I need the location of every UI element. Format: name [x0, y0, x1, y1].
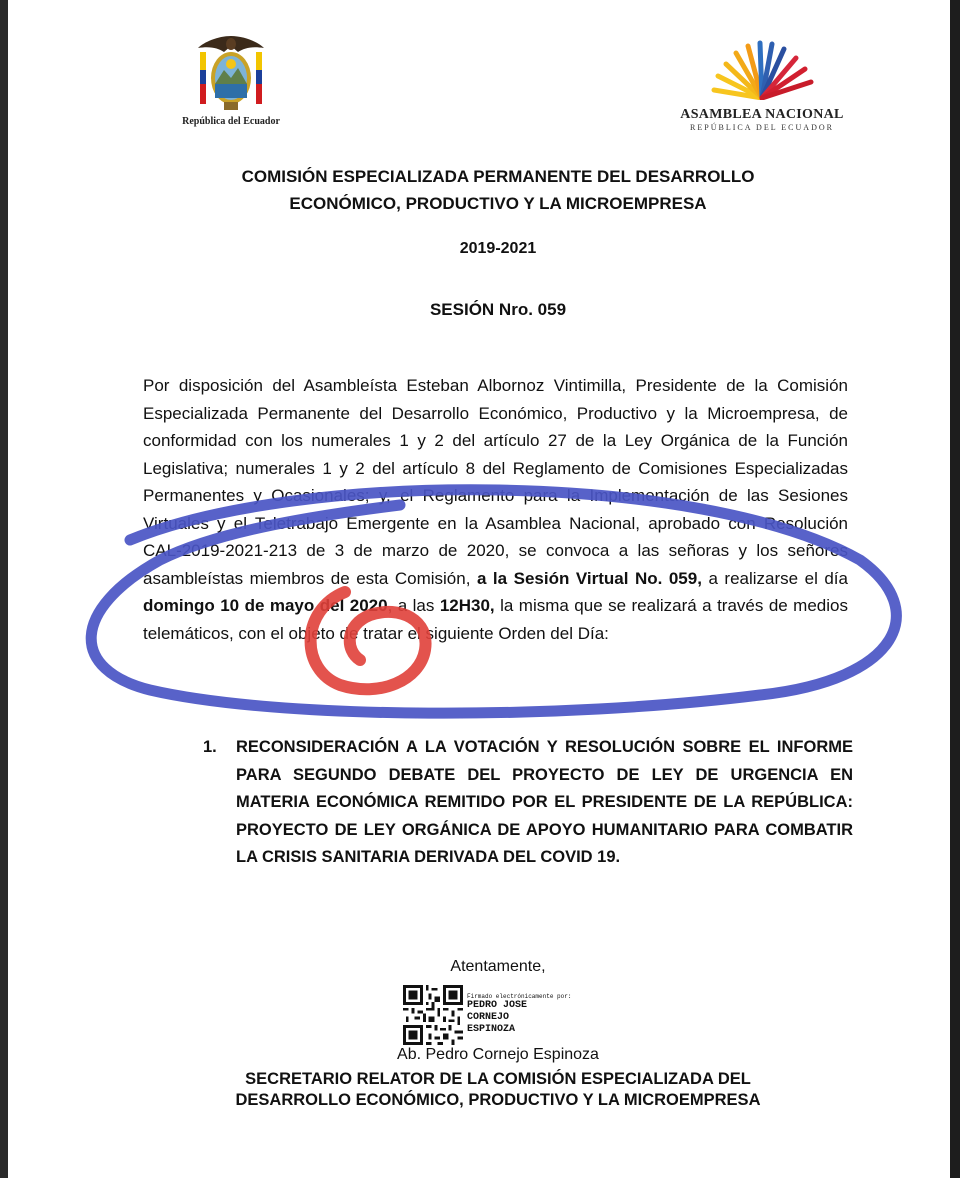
paragraph-part-2: a realizarse el día [701, 568, 848, 588]
role-line-1: SECRETARIO RELATOR DE LA COMISIÓN ESPECIALIZADA DEL [245, 1070, 751, 1088]
commission-line-2: ECONÓMICO, PRODUCTIVO Y LA MICROEMPRESA [289, 194, 707, 213]
commission-line-1: COMISIÓN ESPECIALIZADA PERMANENTE DEL DESARROLLO [241, 167, 755, 186]
ecuador-coat-of-arms [166, 32, 296, 127]
paragraph-bold-date: domingo 10 de mayo del 2020 [143, 596, 388, 615]
closing: Atentamente, [450, 958, 546, 975]
page-edge-shadow [950, 0, 960, 1178]
session-number: SESIÓN Nro. 059 [429, 300, 567, 319]
convocation-paragraph [143, 372, 848, 647]
sunburst-icon [702, 38, 822, 100]
electronic-signature [467, 993, 571, 1036]
signer-name: Ab. Pedro Cornejo Espinoza [397, 1046, 599, 1063]
asamblea-nacional-logo [672, 38, 852, 132]
right-logo-title: ASAMBLEA NACIONAL [680, 107, 844, 122]
qr-code-icon [403, 985, 463, 1045]
period: 2019-2021 [459, 240, 537, 257]
agenda-item-number: 1. [203, 738, 217, 756]
paragraph-part-3: , a las [387, 596, 440, 615]
signature-name-line-2: CORNEJO [467, 1012, 510, 1023]
document-page [8, 0, 950, 1178]
signature-name-line-1: PEDRO JOSE [467, 1000, 528, 1011]
paragraph-bold-session: a la Sesión Virtual No. 059, [476, 568, 702, 588]
agenda-item-text: RECONSIDERACIÓN A LA VOTACIÓN Y RESOLUCIÓN SOBRE EL INFORME PARA SEGUNDO DEBATE DEL PROYECTO DE LEY DE URGENCIA EN MATERIA ECONÓMICA REMITIDO POR EL PRESIDENTE DE LA REPÚBLICA: PROYECTO DE LEY ORGÁNICA DE APOYO HUMANITARIO PARA COMBATIR LA CRISIS SANITARIA DERIVADA DEL COVID 19. [236, 738, 853, 866]
paragraph-bold-time: 12H30, [439, 596, 495, 615]
paragraph-part-4: la misma que se realizará a través de medios telemáticos, con el objeto de tratar el siguiente Orden del Día: [143, 596, 848, 643]
signer-role [108, 1069, 888, 1111]
paragraph-part-1: Por disposición del Asambleísta Esteban Albornoz Vintimilla, Presidente de la Comisión Especializada Permanente del Desarrollo Económico, Productivo y la Microempresa, de conformidad con los numerales 1 y 2 del artículo 27 de la Ley Orgánica de la Función Legislativa; numerales 1 y 2 del artículo 8 del Reglamento de Comisiones Especializadas Permanentes y Ocasionales; y, el Reglamento para la Implementación de las Sesiones Virtuales y el Teletrabajo Emergente en la Asamblea Nacional, aprobado con Resolución CAL-2019-2021-213 de 3 de marzo de 2020, se convoca a las señoras y los señores asambleístas miembros de esta Comisión, [143, 376, 848, 588]
signature-name-line-3: ESPINOZA [467, 1024, 516, 1035]
coat-of-arms-icon [196, 32, 266, 114]
role-line-2: DESARROLLO ECONÓMICO, PRODUCTIVO Y LA MICROEMPRESA [235, 1091, 761, 1109]
right-logo-subtitle: REPÚBLICA DEL ECUADOR [690, 123, 834, 132]
signature-label: Firmado electrónicamente por: [467, 993, 572, 1000]
commission-title [108, 163, 888, 217]
left-logo-caption: República del Ecuador [182, 116, 280, 127]
agenda-item [203, 734, 853, 872]
